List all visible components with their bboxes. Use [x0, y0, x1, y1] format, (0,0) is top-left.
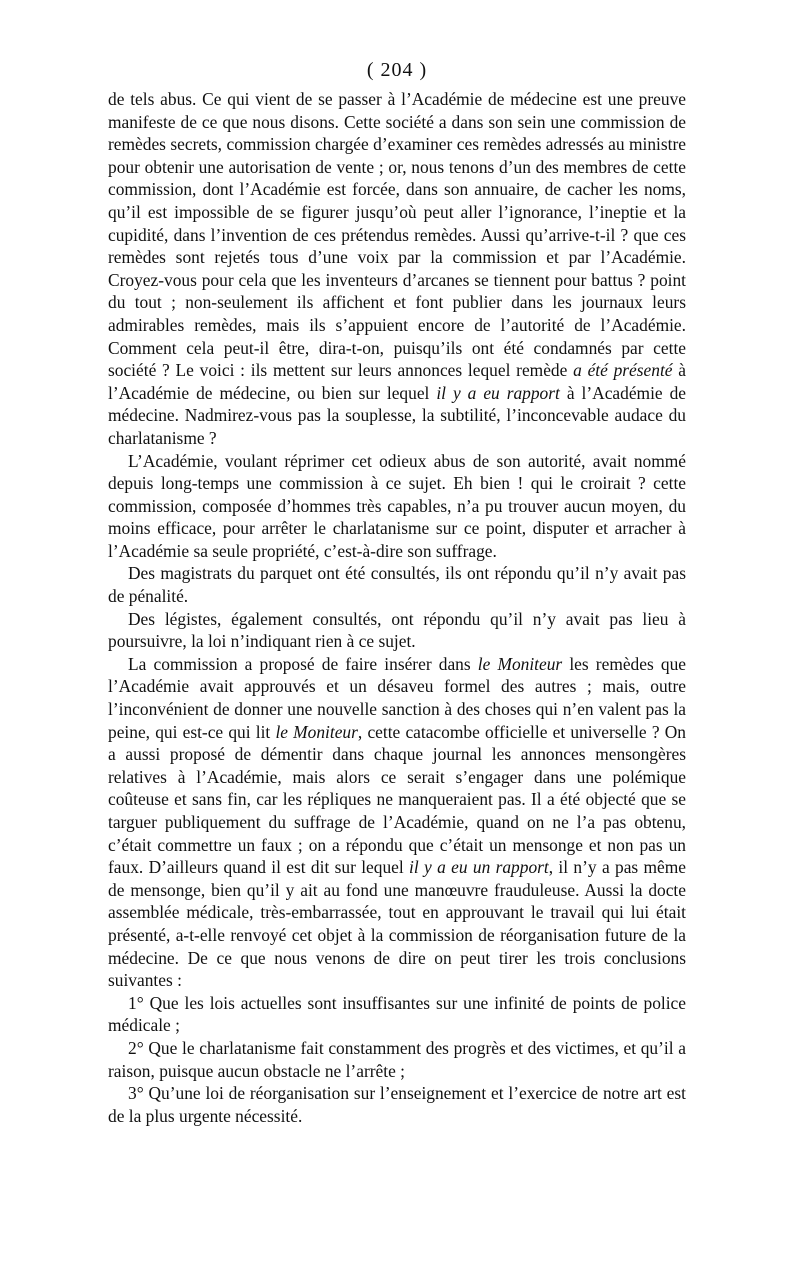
text-run: 1° Que les lois actuelles sont insuffisantes sur une infinité de points de police médicale ;	[108, 992, 686, 1036]
italic-text: le Moniteur	[477, 653, 563, 674]
italic-text: il y a eu rapport	[436, 382, 560, 403]
text-run: 2° Que le charlatanisme fait constamment des progrès et des victimes, et qu’il a raison, puisque aucun obstacle ne l’arrête ;	[108, 1037, 686, 1081]
text-run: 3° Qu’une loi de réorganisation sur l’enseignement et l’exercice de notre art est de la plus urgente nécessité.	[108, 1083, 686, 1126]
text-run: de tels abus. Ce qui vient de se passer à l’Académie de médecine est une preuve manifeste de ce que nous disons. Cette société a dans son sein une commission de remèdes secrets, commission chargée d’examiner ces remèdes adressés au ministre pour obtenir une autorisation de vente ; or, nous tenons d’un des membres de cette commission, dont l’Académie est forcée, dans son annuaire, de cacher les noms, qu’il est impossible de se figurer jusqu’où peut aller l’ignorance, l’ineptie et la cupidité, dans l’invention de ces prétendus remèdes. Aussi qu’arrive-t-il ? que ces remèdes sont rejetés tous d’une voix par la commission et par l’Académie. Croyez-vous pour cela que les inventeurs d’arcanes se tiennent pour battus ? point du tout ; non-seulement ils affichent et font publier dans les journaux leurs admirables remèdes, mais ils s’appuient encore de l’autorité de l’Académie. Comment cela peut-il être, dira-t-on, puisqu’ils ont été condamnés par cette société ? Le voici : ils mettent sur leurs annonces lequel remède	[108, 89, 686, 381]
italic-text: le Moniteur	[275, 721, 358, 742]
text-run: Des légistes, également consultés, ont répondu qu’il n’y avait pas lieu à poursuivre, la loi n’indiquant rien à ce sujet.	[108, 608, 686, 652]
text-run: , cette catacombe officielle et universelle ? On a aussi proposé de démentir dans chaque journal les annonces mensongères relatives à l’Académie, mais alors ce serait s’engager dans une polémique coûteuse et sans fin, car les répliques ne manqueraient pas. Il a été objecté que se targuer publiquement du suffrage de l’Académie, quand on ne l’a pas obtenu, c’était commettre un faux ; on a répondu que c’était un mensonge et non pas un faux. D’ailleurs quand il est dit sur lequel	[108, 721, 686, 878]
page-number: ( 204 )	[366, 59, 428, 81]
paragraph	[108, 450, 686, 563]
paragraph	[108, 562, 686, 607]
paragraph	[108, 1082, 686, 1127]
text-run: L’Académie, voulant réprimer cet odieux abus de son autorité, avait nommé depuis long-temps une commission à ce sujet. Eh bien ! qui le croirait ? cette commission, composée d’hommes très capables, n’a pu trouver aucun moyen, du moins efficace, pour arrêter le charlatanisme sur ce point, disputer et arracher à l’Académie sa seule propriété, c’est-à-dire son suffrage.	[108, 450, 686, 561]
book-page	[108, 58, 686, 1127]
text-run: La commission a proposé de faire insérer dans	[128, 653, 478, 674]
paragraph	[108, 992, 686, 1037]
text-run: les remèdes que l’Académie avait approuvés et un désaveu formel des autres ; mais, outre l’inconvénient de donner une nouvelle sanction à des choses qui n’en valent pas la peine, qui est-ce qui lit	[108, 653, 686, 742]
paragraph	[108, 88, 686, 450]
text-run: à l’Académie de médecine, ou bien sur lequel	[108, 360, 686, 403]
text-run: à l’Académie de médecine. Nadmirez-vous pas la souplesse, la subtilité, l’inconcevable audace du charlatanisme ?	[108, 382, 687, 448]
text-run: Des magistrats du parquet ont été consultés, ils ont répondu qu’il n’y avait pas de pénalité.	[108, 563, 686, 607]
body-text	[108, 88, 686, 1127]
italic-text: il y a eu un rapport	[409, 857, 549, 878]
paragraph	[108, 608, 686, 653]
paragraph	[108, 653, 686, 992]
italic-text: a été présenté	[573, 360, 673, 381]
text-run: , il n’y a pas même de mensonge, bien qu’il y ait au fond une manœuvre frauduleuse. Aussi la docte assemblée médicale, très-embarrassée, tout en approuvant le travail qui lui était présenté, a-t-elle renvoyé cet objet à la commission de réorganisation future de la médecine. De ce que nous venons de dire on peut tirer les trois conclusions suivantes :	[108, 857, 686, 991]
paragraph	[108, 1037, 686, 1082]
